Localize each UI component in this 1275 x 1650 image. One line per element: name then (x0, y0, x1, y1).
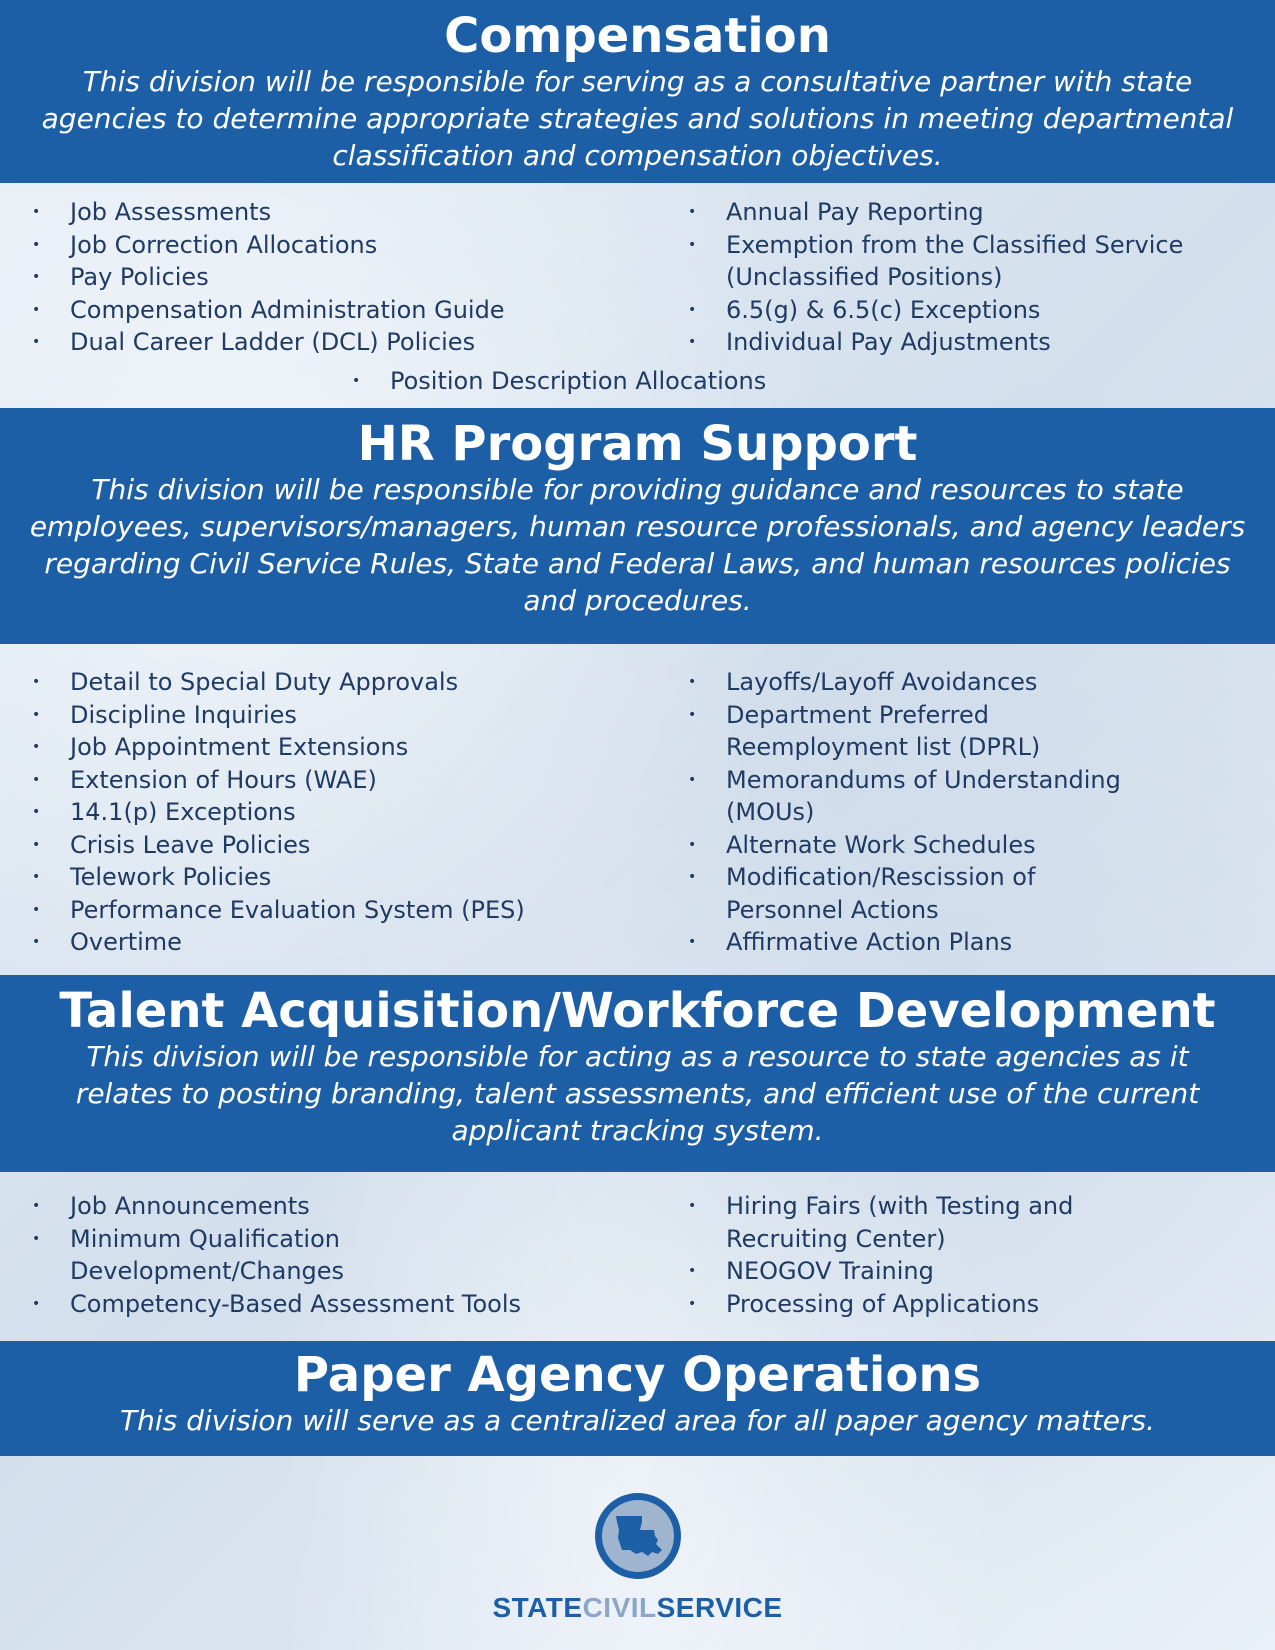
compensation-list-left (32, 196, 505, 359)
list-item: • Crisis Leave Policies (32, 829, 525, 862)
list-item: • Modification/Rescission of (688, 861, 1121, 894)
list-item: • Competency-Based Assessment Tools (32, 1288, 521, 1321)
list-item: • Dual Career Ladder (DCL) Policies (32, 326, 505, 359)
list-item: • Compensation Administration Guide (32, 294, 505, 327)
logo-word-state: STATE (492, 1592, 583, 1623)
talent-acquisition-title: Talent Acquisition/Workforce Development (59, 983, 1216, 1039)
logo-word-civil: CIVIL (582, 1592, 657, 1623)
logo-word-service: SERVICE (656, 1592, 783, 1623)
list-item: • Performance Evaluation System (PES) (32, 894, 525, 927)
list-item: • Telework Policies (32, 861, 525, 894)
list-item: • Job Assessments (32, 196, 505, 229)
hr-list-left (32, 666, 525, 959)
compensation-list-center (352, 365, 766, 398)
list-item: • Alternate Work Schedules (688, 829, 1121, 862)
list-item: • Memorandums of Understanding (688, 764, 1121, 797)
list-item: • Layoffs/Layoff Avoidances (688, 666, 1121, 699)
paper-agency-title: Paper Agency Operations (293, 1347, 982, 1403)
talent-list-left (32, 1190, 521, 1320)
list-item-continuation: Reemployment list (DPRL) (726, 733, 1041, 761)
list-item: • Department Preferred (688, 699, 1121, 732)
hr-list-right (688, 666, 1121, 959)
list-item: • Job Appointment Extensions (32, 731, 525, 764)
talent-acquisition-description: This division will be responsible for acting as a resource to state agencies as it relates to posting branding, talent assessments, and efficient use of the current applicant tracking system. (75, 1039, 1200, 1147)
logo-wordmark (0, 1592, 1275, 1624)
talent-list-right (688, 1190, 1073, 1320)
hr-program-support-header (0, 408, 1275, 644)
list-item: • Detail to Special Duty Approvals (32, 666, 525, 699)
list-item-continuation: Development/Changes (70, 1257, 345, 1285)
list-item: • Hiring Fairs (with Testing and (688, 1190, 1073, 1223)
list-item: • NEOGOV Training (688, 1255, 1073, 1288)
compensation-description: This division will be responsible for serving as a consultative partner with state agencies to determine appropriate strategies and solutions in meeting departmental classification and compensation objectives. (41, 64, 1234, 172)
list-item: • Exemption from the Classified Service (688, 229, 1183, 262)
hr-program-support-description: This division will be responsible for providing guidance and resources to state employees, supervisors/managers, human resource professionals, and agency leaders regarding Civil Service Rules, State and Federal Laws, and human resources policies and procedures. (29, 472, 1246, 617)
list-item: • Pay Policies (32, 261, 505, 294)
compensation-list-right (688, 196, 1183, 359)
list-item: • Position Description Allocations (352, 365, 766, 398)
list-item: • Discipline Inquiries (32, 699, 525, 732)
list-item-continuation: (Unclassified Positions) (726, 263, 1003, 291)
talent-acquisition-header (0, 975, 1275, 1172)
list-item: • Processing of Applications (688, 1288, 1073, 1321)
compensation-header (0, 0, 1275, 183)
louisiana-state-seal-icon (592, 1490, 684, 1582)
list-item: • 6.5(g) & 6.5(c) Exceptions (688, 294, 1183, 327)
list-item: • Extension of Hours (WAE) (32, 764, 525, 797)
list-item: • Minimum Qualification (32, 1223, 521, 1256)
list-item-continuation: Recruiting Center) (726, 1224, 946, 1253)
list-item: • Overtime (32, 926, 525, 959)
list-item-continuation: (MOUs) (726, 798, 815, 826)
hr-program-support-title: HR Program Support (357, 416, 918, 472)
state-civil-service-logo (0, 1490, 1275, 1624)
list-item: • Job Announcements (32, 1190, 521, 1223)
paper-agency-description: This division will serve as a centralized area for all paper agency matters. (120, 1403, 1155, 1437)
compensation-title: Compensation (444, 8, 831, 64)
list-item: • Job Correction Allocations (32, 229, 505, 262)
list-item: • Affirmative Action Plans (688, 926, 1121, 959)
list-item: • Individual Pay Adjustments (688, 326, 1183, 359)
list-item: • 14.1(p) Exceptions (32, 796, 525, 829)
list-item-continuation: Personnel Actions (726, 895, 939, 924)
paper-agency-header (0, 1341, 1275, 1456)
list-item: • Annual Pay Reporting (688, 196, 1183, 229)
